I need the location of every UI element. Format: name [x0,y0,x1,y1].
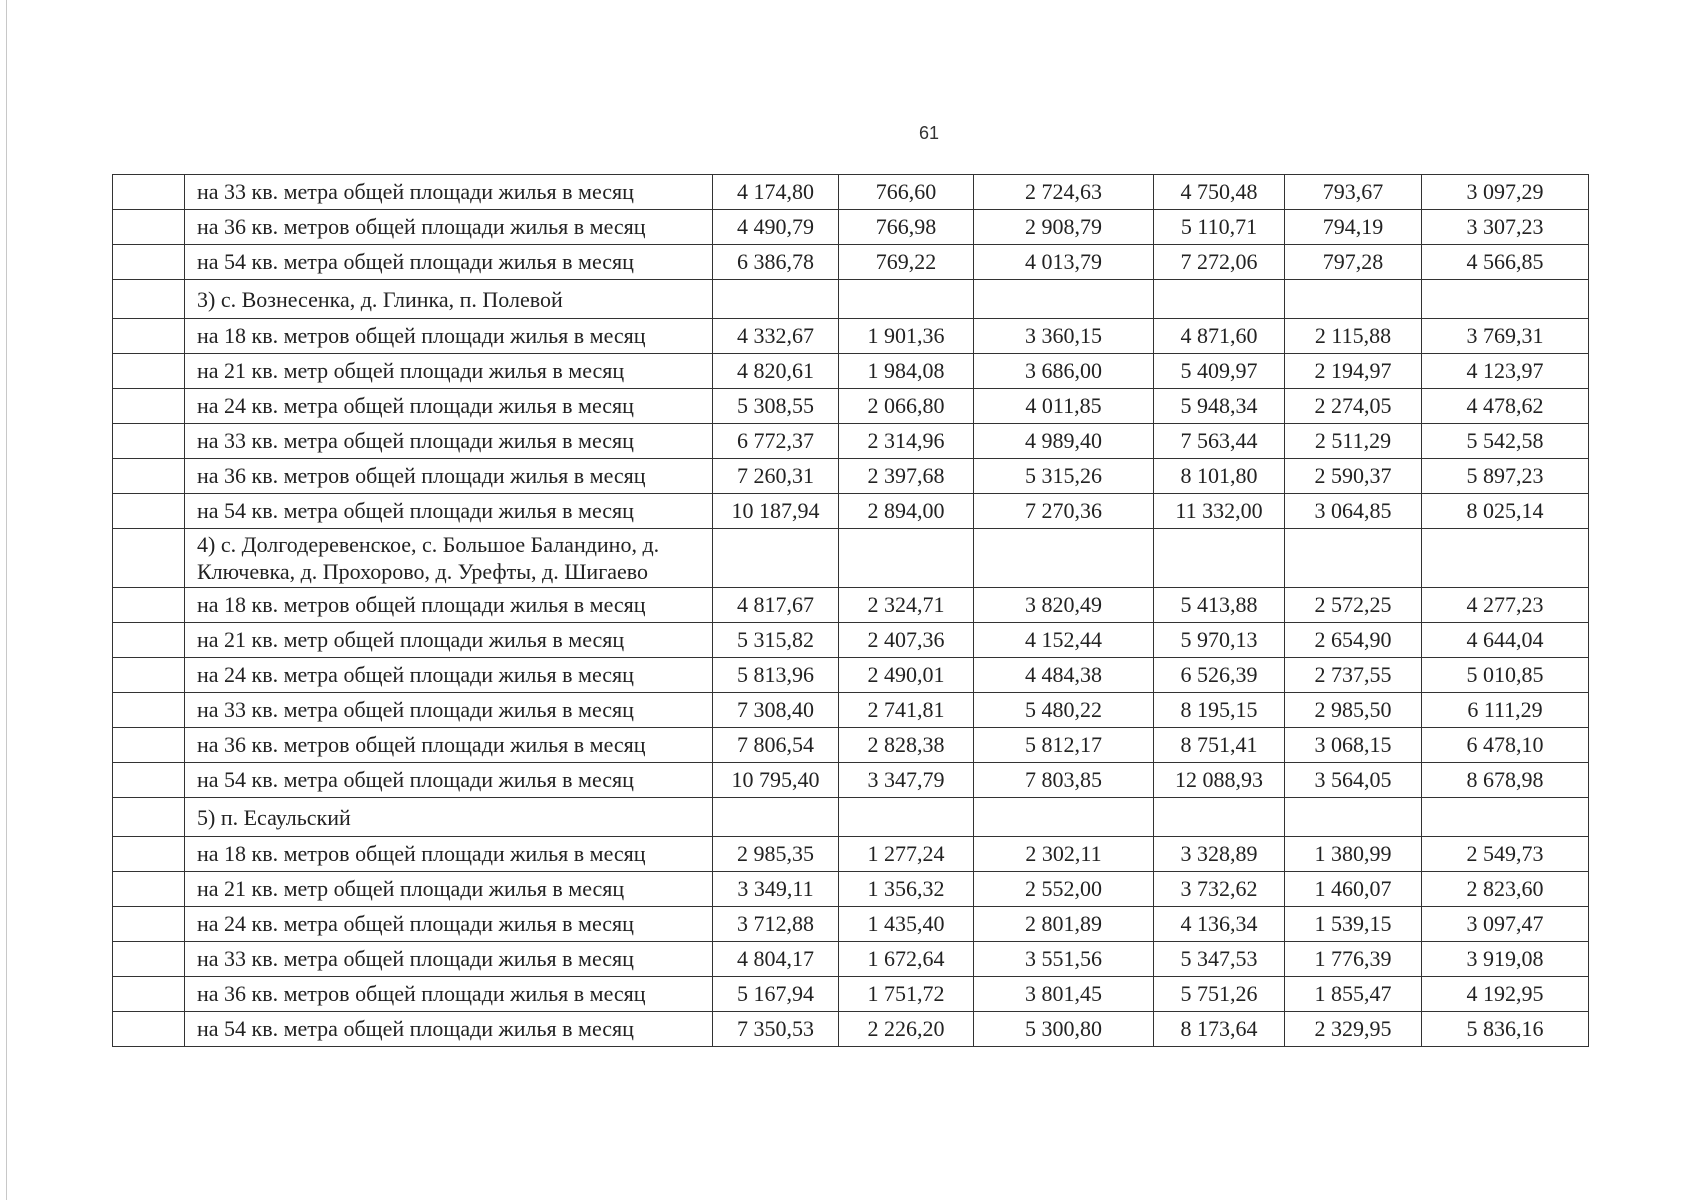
value-cell: 2 572,25 [1285,588,1422,623]
value-cell: 2 329,95 [1285,1012,1422,1047]
value-cell: 8 101,80 [1154,459,1285,494]
value-cell: 3 769,31 [1422,319,1589,354]
row-label: на 36 кв. метров общей площади жилья в месяц [185,728,713,763]
row-label: на 36 кв. метров общей площади жилья в месяц [185,977,713,1012]
value-cell: 2 741,81 [839,693,974,728]
row-number-cell [113,1012,185,1047]
value-cell: 2 552,00 [974,872,1154,907]
table-row [113,728,1589,763]
row-label: на 54 кв. метра общей площади жилья в месяц [185,494,713,529]
value-cell: 7 272,06 [1154,245,1285,280]
value-cell: 5 897,23 [1422,459,1589,494]
value-cell: 2 274,05 [1285,389,1422,424]
section-label: 5) п. Есаульский [185,798,713,837]
table-row [113,693,1589,728]
row-number-cell [113,494,185,529]
value-cell [1154,798,1285,837]
table-row [113,907,1589,942]
value-cell [1285,529,1422,588]
value-cell: 3 307,23 [1422,210,1589,245]
value-cell: 4 490,79 [713,210,839,245]
row-number-cell [113,942,185,977]
value-cell: 2 511,29 [1285,424,1422,459]
page-number: 61 [918,123,940,143]
value-cell: 3 732,62 [1154,872,1285,907]
row-number-cell [113,837,185,872]
row-number-cell [113,354,185,389]
value-cell: 3 328,89 [1154,837,1285,872]
table-row [113,319,1589,354]
value-cell: 4 989,40 [974,424,1154,459]
value-cell: 2 407,36 [839,623,974,658]
value-cell [1422,798,1589,837]
value-cell [1285,798,1422,837]
value-cell: 2 226,20 [839,1012,974,1047]
value-cell: 2 823,60 [1422,872,1589,907]
value-cell: 3 097,29 [1422,175,1589,210]
value-cell: 10 795,40 [713,763,839,798]
value-cell: 3 712,88 [713,907,839,942]
row-label: на 54 кв. метра общей площади жилья в месяц [185,763,713,798]
row-label: на 33 кв. метра общей площади жилья в месяц [185,424,713,459]
row-number-cell [113,210,185,245]
value-cell: 1 356,32 [839,872,974,907]
value-cell: 5 347,53 [1154,942,1285,977]
row-label: на 33 кв. метра общей площади жилья в месяц [185,942,713,977]
value-cell: 4 750,48 [1154,175,1285,210]
value-cell: 4 013,79 [974,245,1154,280]
value-cell: 2 590,37 [1285,459,1422,494]
value-cell: 2 801,89 [974,907,1154,942]
value-cell: 2 302,11 [974,837,1154,872]
value-cell: 1 984,08 [839,354,974,389]
value-cell: 6 478,10 [1422,728,1589,763]
value-cell: 5 836,16 [1422,1012,1589,1047]
value-cell: 4 152,44 [974,623,1154,658]
table-body [113,175,1589,1047]
value-cell: 5 409,97 [1154,354,1285,389]
row-number-cell [113,319,185,354]
value-cell: 8 195,15 [1154,693,1285,728]
section-row [113,529,1589,588]
value-cell: 6 526,39 [1154,658,1285,693]
row-number-cell [113,459,185,494]
row-number-cell [113,907,185,942]
value-cell: 4 174,80 [713,175,839,210]
table-row [113,424,1589,459]
value-cell: 3 551,56 [974,942,1154,977]
value-cell: 4 820,61 [713,354,839,389]
row-number-cell [113,175,185,210]
row-label: на 33 кв. метра общей площади жилья в месяц [185,175,713,210]
row-number-cell [113,658,185,693]
value-cell: 3 564,05 [1285,763,1422,798]
value-cell: 766,98 [839,210,974,245]
value-cell: 3 820,49 [974,588,1154,623]
value-cell: 3 686,00 [974,354,1154,389]
value-cell: 4 478,62 [1422,389,1589,424]
value-cell: 2 314,96 [839,424,974,459]
value-cell [713,529,839,588]
value-cell: 2 828,38 [839,728,974,763]
value-cell: 3 068,15 [1285,728,1422,763]
value-cell: 11 332,00 [1154,494,1285,529]
value-cell: 769,22 [839,245,974,280]
value-cell: 4 192,95 [1422,977,1589,1012]
table-row [113,837,1589,872]
value-cell: 4 566,85 [1422,245,1589,280]
value-cell [1422,280,1589,319]
value-cell: 4 817,67 [713,588,839,623]
value-cell: 2 324,71 [839,588,974,623]
row-number-cell [113,728,185,763]
value-cell: 4 136,34 [1154,907,1285,942]
row-number-cell [113,872,185,907]
value-cell: 6 772,37 [713,424,839,459]
value-cell: 793,67 [1285,175,1422,210]
value-cell: 1 539,15 [1285,907,1422,942]
row-label: на 33 кв. метра общей площади жилья в месяц [185,693,713,728]
row-label: на 36 кв. метров общей площади жилья в месяц [185,210,713,245]
value-cell: 3 919,08 [1422,942,1589,977]
value-cell: 1 855,47 [1285,977,1422,1012]
value-cell [839,529,974,588]
value-cell: 2 737,55 [1285,658,1422,693]
section-label: 3) с. Вознесенка, д. Глинка, п. Полевой [185,280,713,319]
row-number-cell [113,424,185,459]
table-row [113,354,1589,389]
value-cell: 2 490,01 [839,658,974,693]
value-cell: 4 871,60 [1154,319,1285,354]
row-number-cell [113,280,185,319]
value-cell: 4 484,38 [974,658,1154,693]
row-label: на 54 кв. метра общей площади жилья в месяц [185,1012,713,1047]
value-cell: 4 644,04 [1422,623,1589,658]
value-cell: 797,28 [1285,245,1422,280]
value-cell: 766,60 [839,175,974,210]
value-cell [1154,529,1285,588]
value-cell: 2 985,50 [1285,693,1422,728]
section-row [113,798,1589,837]
row-label: на 54 кв. метра общей площади жилья в месяц [185,245,713,280]
value-cell: 5 812,17 [974,728,1154,763]
row-label: на 24 кв. метра общей площади жилья в месяц [185,389,713,424]
table-row [113,1012,1589,1047]
row-label: на 21 кв. метр общей площади жилья в месяц [185,872,713,907]
value-cell: 1 672,64 [839,942,974,977]
value-cell [839,280,974,319]
row-label: на 24 кв. метра общей площади жилья в месяц [185,907,713,942]
value-cell: 5 300,80 [974,1012,1154,1047]
table-row [113,245,1589,280]
row-number-cell [113,245,185,280]
value-cell: 5 308,55 [713,389,839,424]
table-row [113,588,1589,623]
value-cell: 3 097,47 [1422,907,1589,942]
table-row [113,623,1589,658]
value-cell: 7 563,44 [1154,424,1285,459]
row-label: на 21 кв. метр общей площади жилья в месяц [185,623,713,658]
row-label: на 36 кв. метров общей площади жилья в месяц [185,459,713,494]
table-row [113,494,1589,529]
value-cell: 5 542,58 [1422,424,1589,459]
value-cell: 5 480,22 [974,693,1154,728]
value-cell: 10 187,94 [713,494,839,529]
value-cell: 2 985,35 [713,837,839,872]
value-cell: 7 260,31 [713,459,839,494]
value-cell: 5 315,82 [713,623,839,658]
value-cell: 1 380,99 [1285,837,1422,872]
value-cell [1285,280,1422,319]
table-row [113,175,1589,210]
value-cell [1422,529,1589,588]
row-label: на 24 кв. метра общей площади жилья в месяц [185,658,713,693]
value-cell: 5 948,34 [1154,389,1285,424]
value-cell: 1 751,72 [839,977,974,1012]
value-cell [713,798,839,837]
section-row [113,280,1589,319]
value-cell: 4 332,67 [713,319,839,354]
value-cell: 3 064,85 [1285,494,1422,529]
row-number-cell [113,529,185,588]
value-cell: 1 277,24 [839,837,974,872]
value-cell: 3 347,79 [839,763,974,798]
value-cell: 2 397,68 [839,459,974,494]
row-label: на 18 кв. метров общей площади жилья в месяц [185,837,713,872]
value-cell: 6 111,29 [1422,693,1589,728]
value-cell: 2 549,73 [1422,837,1589,872]
value-cell: 8 678,98 [1422,763,1589,798]
value-cell: 7 806,54 [713,728,839,763]
table-row [113,658,1589,693]
row-label: на 21 кв. метр общей площади жилья в месяц [185,354,713,389]
value-cell: 1 901,36 [839,319,974,354]
value-cell: 8 173,64 [1154,1012,1285,1047]
value-cell: 2 908,79 [974,210,1154,245]
value-cell: 2 194,97 [1285,354,1422,389]
value-cell: 5 315,26 [974,459,1154,494]
value-cell: 5 813,96 [713,658,839,693]
row-label: на 18 кв. метров общей площади жилья в месяц [185,319,713,354]
value-cell: 4 011,85 [974,389,1154,424]
table-row [113,942,1589,977]
value-cell: 3 349,11 [713,872,839,907]
value-cell: 4 277,23 [1422,588,1589,623]
row-number-cell [113,977,185,1012]
table-row [113,872,1589,907]
value-cell: 8 025,14 [1422,494,1589,529]
value-cell: 794,19 [1285,210,1422,245]
value-cell: 3 801,45 [974,977,1154,1012]
value-cell: 2 654,90 [1285,623,1422,658]
row-number-cell [113,623,185,658]
row-label: на 18 кв. метров общей площади жилья в месяц [185,588,713,623]
scan-edge-line [6,0,7,1200]
value-cell: 5 010,85 [1422,658,1589,693]
value-cell: 4 123,97 [1422,354,1589,389]
table-row [113,977,1589,1012]
value-cell: 5 970,13 [1154,623,1285,658]
value-cell: 7 350,53 [713,1012,839,1047]
row-number-cell [113,763,185,798]
value-cell [974,529,1154,588]
value-cell: 7 270,36 [974,494,1154,529]
value-cell: 5 751,26 [1154,977,1285,1012]
value-cell: 1 776,39 [1285,942,1422,977]
value-cell: 2 724,63 [974,175,1154,210]
value-cell: 5 413,88 [1154,588,1285,623]
value-cell: 5 110,71 [1154,210,1285,245]
value-cell [974,280,1154,319]
value-cell: 2 115,88 [1285,319,1422,354]
value-cell: 3 360,15 [974,319,1154,354]
value-cell [1154,280,1285,319]
row-number-cell [113,389,185,424]
table-row [113,459,1589,494]
value-cell [713,280,839,319]
row-number-cell [113,588,185,623]
value-cell: 7 803,85 [974,763,1154,798]
table-row [113,389,1589,424]
value-cell: 2 894,00 [839,494,974,529]
value-cell: 7 308,40 [713,693,839,728]
table-row [113,210,1589,245]
value-cell [839,798,974,837]
value-cell: 12 088,93 [1154,763,1285,798]
value-cell: 2 066,80 [839,389,974,424]
value-cell: 8 751,41 [1154,728,1285,763]
value-cell: 1 460,07 [1285,872,1422,907]
section-label: 4) с. Долгодеревенское, с. Большое Баландино, д. Ключевка, д. Прохорово, д. Урефты, д. Шигаево [185,529,713,588]
row-number-cell [113,798,185,837]
value-cell: 5 167,94 [713,977,839,1012]
table-row [113,763,1589,798]
value-cell: 6 386,78 [713,245,839,280]
value-cell: 4 804,17 [713,942,839,977]
value-cell [974,798,1154,837]
value-cell: 1 435,40 [839,907,974,942]
tariff-table [112,174,1589,1047]
row-number-cell [113,693,185,728]
